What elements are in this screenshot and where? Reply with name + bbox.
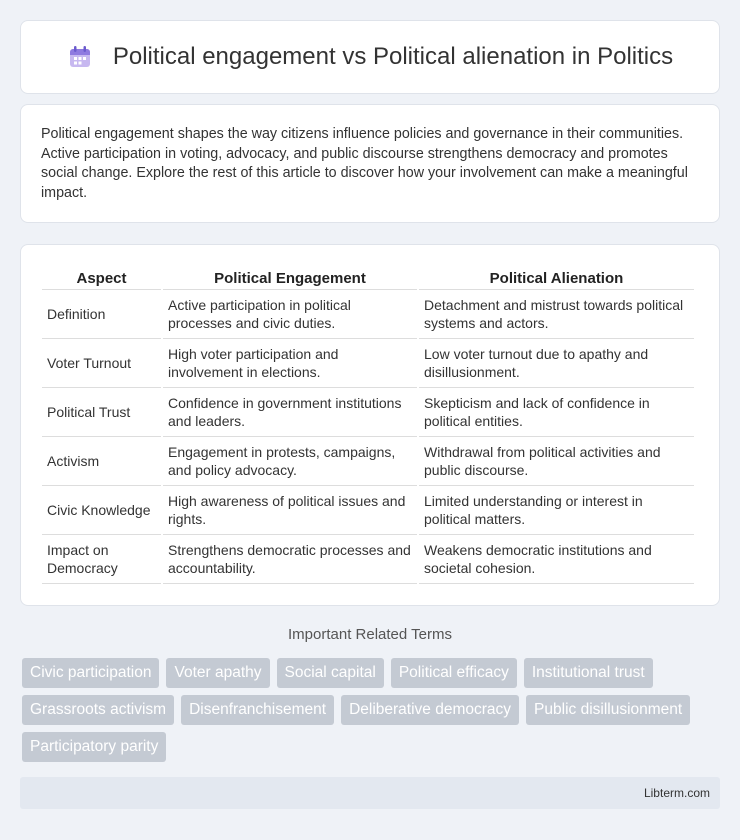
- alienation-cell: Skepticism and lack of confidence in political entities.: [419, 388, 694, 437]
- intro-paragraph: Political engagement shapes the way citizens influence policies and governance in their communities. Active participation in voting, advocacy, and public discourse strengthens democracy and promotes social change. Explore the rest of this article to discover how your involvement can make a meaningful impact.: [41, 126, 688, 201]
- engagement-cell: Engagement in protests, campaigns, and policy advocacy.: [163, 437, 417, 486]
- alienation-cell: Low voter turnout due to apathy and disillusionment.: [419, 339, 694, 388]
- related-term-tag[interactable]: Social capital: [277, 658, 384, 688]
- engagement-cell: High awareness of political issues and rights.: [163, 486, 417, 535]
- alienation-cell: Detachment and mistrust towards political systems and actors.: [419, 290, 694, 339]
- column-header-engagement: Political Engagement: [163, 266, 417, 290]
- alienation-cell: Limited understanding or interest in political matters.: [419, 486, 694, 535]
- table-header-row: [42, 266, 694, 290]
- related-term-tag[interactable]: Public disillusionment: [526, 695, 690, 725]
- footer-site-link[interactable]: Libterm.com: [643, 786, 710, 800]
- related-term-tag[interactable]: Institutional trust: [524, 658, 653, 688]
- table-row: [42, 437, 694, 486]
- table-row: [42, 486, 694, 535]
- related-terms-title: Important Related Terms: [288, 626, 452, 643]
- engagement-cell: Active participation in political processes and civic duties.: [163, 290, 417, 339]
- comparison-table: [40, 266, 696, 584]
- related-terms-list: [22, 658, 722, 769]
- table-row: [42, 339, 694, 388]
- table-row: [42, 290, 694, 339]
- aspect-cell: Definition: [42, 290, 161, 339]
- related-term-tag[interactable]: Political efficacy: [391, 658, 517, 688]
- comparison-table-card: [20, 244, 720, 606]
- aspect-cell: Activism: [42, 437, 161, 486]
- page-title: Political engagement vs Political alienation in Politics: [112, 43, 674, 70]
- related-term-tag[interactable]: Civic participation: [22, 658, 159, 688]
- aspect-cell: Voter Turnout: [42, 339, 161, 388]
- calendar-icon: [67, 44, 93, 70]
- footer: [20, 777, 720, 809]
- aspect-cell: Impact on Democracy: [42, 535, 161, 584]
- related-term-tag[interactable]: Participatory parity: [22, 732, 166, 762]
- related-term-tag[interactable]: Grassroots activism: [22, 695, 174, 725]
- table-row: [42, 388, 694, 437]
- header-card: [20, 20, 720, 94]
- engagement-cell: High voter participation and involvement in elections.: [163, 339, 417, 388]
- header: [67, 43, 673, 71]
- intro-card: [20, 104, 720, 223]
- aspect-cell: Political Trust: [42, 388, 161, 437]
- related-term-tag[interactable]: Deliberative democracy: [341, 695, 519, 725]
- engagement-cell: Confidence in government institutions and leaders.: [163, 388, 417, 437]
- related-term-tag[interactable]: Voter apathy: [166, 658, 269, 688]
- column-header-aspect: Aspect: [42, 266, 161, 290]
- alienation-cell: Withdrawal from political activities and public discourse.: [419, 437, 694, 486]
- engagement-cell: Strengthens democratic processes and accountability.: [163, 535, 417, 584]
- column-header-alienation: Political Alienation: [419, 266, 694, 290]
- alienation-cell: Weakens democratic institutions and societal cohesion.: [419, 535, 694, 584]
- aspect-cell: Civic Knowledge: [42, 486, 161, 535]
- table-row: [42, 535, 694, 584]
- related-term-tag[interactable]: Disenfranchisement: [181, 695, 334, 725]
